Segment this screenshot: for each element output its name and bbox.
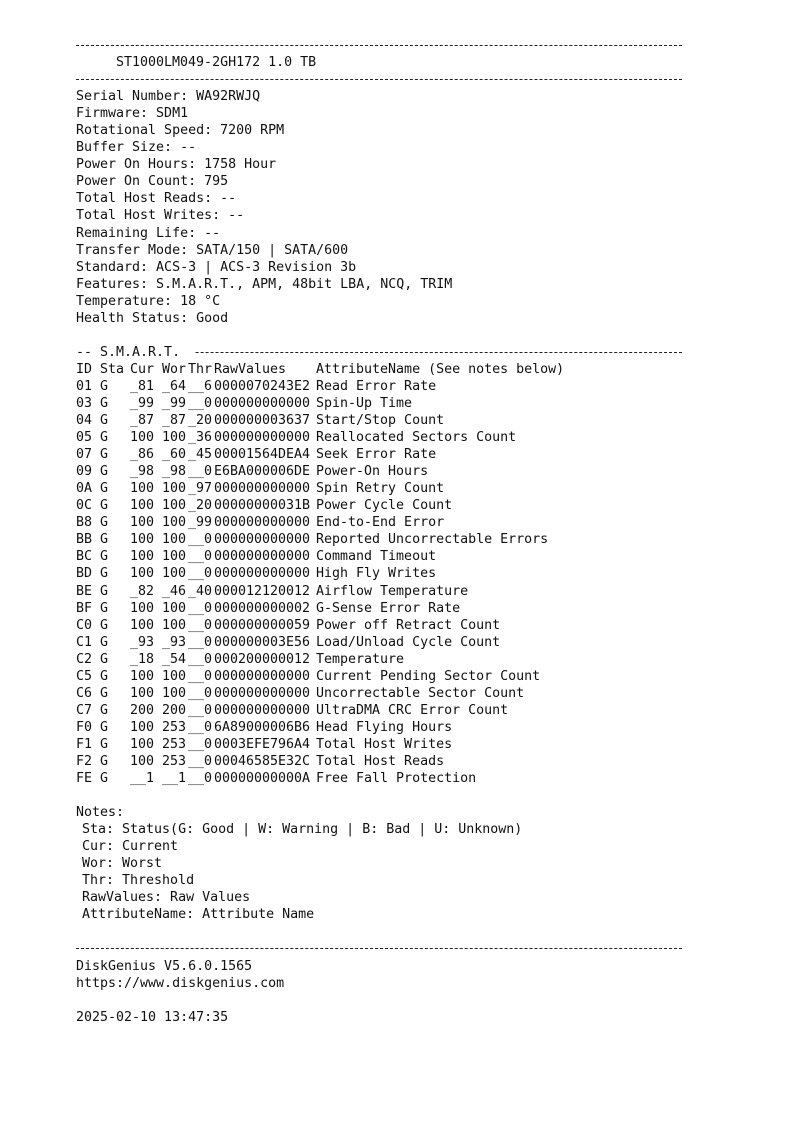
cell-raw-value: 000000000000	[214, 702, 311, 718]
cell-current: 100	[130, 600, 155, 616]
cell-threshold: __0	[188, 651, 213, 667]
cell-raw-value: 000000000000	[214, 668, 311, 684]
cell-status: G	[100, 447, 109, 463]
note-raw-values: RawValues: Raw Values	[82, 890, 251, 906]
cell-attribute-name: Current Pending Sector Count	[316, 668, 541, 684]
cell-worst: 100	[162, 668, 187, 684]
table-row	[76, 446, 716, 463]
cell-raw-value: 000000000002	[214, 600, 311, 616]
cell-status: G	[100, 702, 109, 718]
notes-heading: Notes:	[76, 805, 125, 821]
cell-id: BC	[76, 549, 93, 565]
cell-id: 03	[76, 395, 93, 411]
cell-raw-value: 000012120012	[214, 583, 311, 599]
cell-current: 100	[130, 515, 155, 531]
cell-raw-value: 000000000000	[214, 430, 311, 446]
table-row	[76, 429, 716, 446]
cell-current: _99	[130, 395, 155, 411]
cell-raw-value: 000000003E56	[214, 634, 311, 650]
table-row	[76, 600, 716, 617]
cell-threshold: _40	[188, 583, 213, 599]
table-row	[76, 463, 716, 480]
cell-attribute-name: Reallocated Sectors Count	[316, 430, 517, 446]
cell-current: _98	[130, 464, 155, 480]
cell-id: C6	[76, 685, 93, 701]
cell-worst: _87	[162, 413, 187, 429]
table-row	[76, 685, 716, 702]
note-wor: Wor: Worst	[82, 856, 163, 872]
table-row	[76, 634, 716, 651]
cell-worst: _46	[162, 583, 187, 599]
table-row	[76, 548, 716, 565]
cell-attribute-name: Spin Retry Count	[316, 481, 445, 497]
cell-worst: 100	[162, 549, 187, 565]
info-transfer-mode: Transfer Mode: SATA/150 | SATA/600	[76, 242, 349, 258]
cell-status: G	[100, 771, 109, 787]
website-url: https://www.diskgenius.com	[76, 975, 285, 991]
cell-worst: _64	[162, 378, 187, 394]
note-sta: Sta: Status(G: Good | W: Warning | B: Bad | U: Unknown)	[82, 822, 523, 838]
cell-raw-value: 00001564DEA4	[214, 447, 311, 463]
cell-current: 100	[130, 685, 155, 701]
cell-attribute-name: Uncorrectable Sector Count	[316, 685, 525, 701]
cell-id: BF	[76, 600, 93, 616]
cell-status: G	[100, 651, 109, 667]
col-header-thr: Thr	[188, 361, 213, 377]
cell-status: G	[100, 413, 109, 429]
cell-current: _86	[130, 447, 155, 463]
cell-worst: 253	[162, 753, 187, 769]
cell-threshold: __0	[188, 532, 213, 548]
col-header-attribute-name: AttributeName (See notes below)	[316, 361, 565, 377]
cell-worst: _99	[162, 395, 187, 411]
info-serial-number: Serial Number: WA92RWJQ	[76, 89, 261, 105]
cell-raw-value: 000000000059	[214, 617, 311, 633]
cell-current: 100	[130, 481, 155, 497]
cell-raw-value: 000200000012	[214, 651, 311, 667]
info-rotational-speed: Rotational Speed: 7200 RPM	[76, 123, 285, 139]
cell-threshold: __0	[188, 634, 213, 650]
cell-id: FE	[76, 771, 93, 787]
cell-raw-value: 0000070243E2	[214, 378, 311, 394]
cell-status: G	[100, 532, 109, 548]
cell-current: 100	[130, 617, 155, 633]
cell-current: _18	[130, 651, 155, 667]
cell-status: G	[100, 515, 109, 531]
col-header-sta: Sta	[100, 361, 125, 377]
cell-current: 100	[130, 532, 155, 548]
cell-worst: _98	[162, 464, 187, 480]
cell-attribute-name: Spin-Up Time	[316, 395, 413, 411]
table-row	[76, 412, 716, 429]
table-row	[76, 753, 716, 770]
smart-table-body	[76, 378, 716, 787]
info-power-on-count: Power On Count: 795	[76, 174, 229, 190]
table-row	[76, 531, 716, 548]
cell-worst: 100	[162, 481, 187, 497]
table-row	[76, 668, 716, 685]
cell-attribute-name: Total Host Writes	[316, 736, 453, 752]
notes-section	[76, 804, 716, 923]
cell-status: G	[100, 617, 109, 633]
col-header-raw-values: RawValues	[214, 361, 287, 377]
spacer	[76, 327, 716, 344]
cell-id: C0	[76, 617, 93, 633]
cell-attribute-name: Start/Stop Count	[316, 413, 445, 429]
cell-id: C2	[76, 651, 93, 667]
cell-id: F2	[76, 753, 93, 769]
cell-status: G	[100, 566, 109, 582]
footer-divider	[76, 940, 716, 957]
cell-threshold: _20	[188, 498, 213, 514]
cell-threshold: __0	[188, 464, 213, 480]
cell-current: _81	[130, 378, 155, 394]
cell-id: C5	[76, 668, 93, 684]
cell-raw-value: 00000000031B	[214, 498, 311, 514]
cell-raw-value: 00046585E32C	[214, 753, 311, 769]
cell-raw-value: E6BA000006DE	[214, 464, 311, 480]
cell-status: G	[100, 685, 109, 701]
cell-attribute-name: Temperature	[316, 651, 405, 667]
cell-status: G	[100, 736, 109, 752]
cell-worst: 253	[162, 719, 187, 735]
cell-attribute-name: UltraDMA CRC Error Count	[316, 702, 509, 718]
cell-raw-value: 00000000000A	[214, 771, 311, 787]
spacer	[76, 787, 716, 804]
cell-id: B8	[76, 515, 93, 531]
cell-attribute-name: Power-On Hours	[316, 464, 429, 480]
top-divider	[76, 37, 716, 54]
cell-status: G	[100, 498, 109, 514]
cell-threshold: _20	[188, 413, 213, 429]
table-row	[76, 583, 716, 600]
smart-section-label: -- S.M.A.R.T.	[76, 345, 194, 360]
cell-raw-value: 000000000000	[214, 481, 311, 497]
cell-attribute-name: Read Error Rate	[316, 378, 437, 394]
cell-status: G	[100, 600, 109, 616]
table-row	[76, 565, 716, 582]
cell-raw-value: 6A89000006B6	[214, 719, 311, 735]
cell-threshold: __0	[188, 685, 213, 701]
table-row	[76, 378, 716, 395]
cell-id: BB	[76, 532, 93, 548]
info-health-status: Health Status: Good	[76, 310, 229, 326]
cell-worst: __1	[162, 771, 187, 787]
table-row	[76, 395, 716, 412]
cell-id: 01	[76, 378, 93, 394]
report-timestamp: 2025-02-10 13:47:35	[76, 1009, 229, 1025]
cell-current: 100	[130, 566, 155, 582]
info-buffer-size: Buffer Size: --	[76, 140, 197, 156]
cell-threshold: _45	[188, 447, 213, 463]
cell-threshold: __0	[188, 566, 213, 582]
cell-threshold: __0	[188, 549, 213, 565]
cell-id: 09	[76, 464, 93, 480]
cell-raw-value: 000000000000	[214, 549, 311, 565]
cell-raw-value: 000000000000	[214, 685, 311, 701]
cell-threshold: _97	[188, 481, 213, 497]
table-row	[76, 497, 716, 514]
cell-worst: 253	[162, 736, 187, 752]
cell-attribute-name: High Fly Writes	[316, 566, 437, 582]
cell-attribute-name: Airflow Temperature	[316, 583, 469, 599]
cell-status: G	[100, 634, 109, 650]
cell-threshold: __0	[188, 668, 213, 684]
cell-status: G	[100, 430, 109, 446]
cell-worst: 100	[162, 532, 187, 548]
cell-worst: 100	[162, 498, 187, 514]
cell-attribute-name: G-Sense Error Rate	[316, 600, 461, 616]
cell-id: C7	[76, 702, 93, 718]
cell-worst: 100	[162, 600, 187, 616]
cell-id: 04	[76, 413, 93, 429]
drive-info	[76, 88, 716, 327]
cell-current: 100	[130, 430, 155, 446]
cell-status: G	[100, 481, 109, 497]
col-header-id: ID	[76, 361, 93, 377]
cell-worst: 100	[162, 430, 187, 446]
info-features: Features: S.M.A.R.T., APM, 48bit LBA, NCQ, TRIM	[76, 276, 453, 292]
info-remaining-life: Remaining Life: --	[76, 225, 221, 241]
cell-threshold: __0	[188, 617, 213, 633]
table-row	[76, 736, 716, 753]
cell-current: 100	[130, 719, 155, 735]
cell-id: F0	[76, 719, 93, 735]
cell-attribute-name: Seek Error Rate	[316, 447, 437, 463]
cell-attribute-name: Head Flying Hours	[316, 719, 453, 735]
cell-attribute-name: Reported Uncorrectable Errors	[316, 532, 549, 548]
cell-current: 200	[130, 702, 155, 718]
cell-threshold: __0	[188, 771, 213, 787]
drive-title: ST1000LM049-2GH172 1.0 TB	[116, 55, 317, 71]
cell-raw-value: 000000000000	[214, 515, 311, 531]
table-row	[76, 719, 716, 736]
smart-report	[76, 37, 716, 1026]
note-attribute-name: AttributeName: Attribute Name	[82, 907, 315, 923]
cell-threshold: __6	[188, 378, 213, 394]
cell-worst: 100	[162, 515, 187, 531]
cell-threshold: _36	[188, 430, 213, 446]
cell-current: 100	[130, 668, 155, 684]
note-cur: Cur: Current	[82, 839, 179, 855]
info-temperature: Temperature: 18 °C	[76, 293, 221, 309]
cell-current: _87	[130, 413, 155, 429]
cell-threshold: __0	[188, 600, 213, 616]
spacer	[76, 923, 716, 940]
table-row	[76, 514, 716, 531]
cell-status: G	[100, 395, 109, 411]
cell-status: G	[100, 549, 109, 565]
note-thr: Thr: Threshold	[82, 873, 195, 889]
cell-raw-value: 000000000000	[214, 566, 311, 582]
cell-threshold: __0	[188, 719, 213, 735]
app-version: DiskGenius V5.6.0.1565	[76, 958, 253, 974]
cell-current: _82	[130, 583, 155, 599]
cell-worst: 100	[162, 617, 187, 633]
cell-status: G	[100, 668, 109, 684]
cell-id: BD	[76, 566, 93, 582]
cell-id: C1	[76, 634, 93, 650]
cell-attribute-name: Free Fall Protection	[316, 771, 477, 787]
cell-raw-value: 000000003637	[214, 413, 311, 429]
cell-attribute-name: Load/Unload Cycle Count	[316, 634, 501, 650]
cell-attribute-name: Command Timeout	[316, 549, 437, 565]
cell-id: 05	[76, 430, 93, 446]
info-total-host-writes: Total Host Writes: --	[76, 208, 245, 224]
info-total-host-reads: Total Host Reads: --	[76, 191, 237, 207]
spacer	[76, 992, 716, 1009]
cell-status: G	[100, 753, 109, 769]
cell-current: 100	[130, 736, 155, 752]
cell-threshold: __0	[188, 702, 213, 718]
cell-status: G	[100, 464, 109, 480]
cell-worst: _54	[162, 651, 187, 667]
cell-threshold: __0	[188, 753, 213, 769]
info-power-on-hours: Power On Hours: 1758 Hour	[76, 157, 277, 173]
cell-worst: 100	[162, 566, 187, 582]
table-row	[76, 702, 716, 719]
info-standard: Standard: ACS-3 | ACS-3 Revision 3b	[76, 259, 357, 275]
cell-id: 0A	[76, 481, 93, 497]
cell-threshold: __0	[188, 736, 213, 752]
cell-worst: _93	[162, 634, 187, 650]
cell-attribute-name: Total Host Reads	[316, 753, 445, 769]
smart-section-divider	[76, 344, 716, 361]
col-header-cur: Cur	[130, 361, 155, 377]
table-row	[76, 480, 716, 497]
col-header-wor: Wor	[162, 361, 187, 377]
cell-raw-value: 0003EFE796A4	[214, 736, 311, 752]
cell-id: 0C	[76, 498, 93, 514]
cell-threshold: __0	[188, 395, 213, 411]
cell-current: 100	[130, 498, 155, 514]
cell-worst: _60	[162, 447, 187, 463]
smart-table-header	[76, 361, 716, 378]
table-row	[76, 651, 716, 668]
cell-current: 100	[130, 753, 155, 769]
cell-raw-value: 000000000000	[214, 532, 311, 548]
cell-status: G	[100, 378, 109, 394]
title-divider	[76, 71, 716, 88]
cell-attribute-name: Power off Retract Count	[316, 617, 501, 633]
cell-worst: 100	[162, 685, 187, 701]
cell-current: __1	[130, 771, 155, 787]
cell-current: _93	[130, 634, 155, 650]
cell-status: G	[100, 719, 109, 735]
cell-id: F1	[76, 736, 93, 752]
cell-id: BE	[76, 583, 93, 599]
cell-worst: 200	[162, 702, 187, 718]
cell-threshold: _99	[188, 515, 213, 531]
cell-current: 100	[130, 549, 155, 565]
table-row	[76, 617, 716, 634]
cell-id: 07	[76, 447, 93, 463]
cell-raw-value: 000000000000	[214, 395, 311, 411]
cell-attribute-name: End-to-End Error	[316, 515, 445, 531]
info-firmware: Firmware: SDM1	[76, 106, 189, 122]
table-row	[76, 770, 716, 787]
cell-status: G	[100, 583, 109, 599]
cell-attribute-name: Power Cycle Count	[316, 498, 453, 514]
